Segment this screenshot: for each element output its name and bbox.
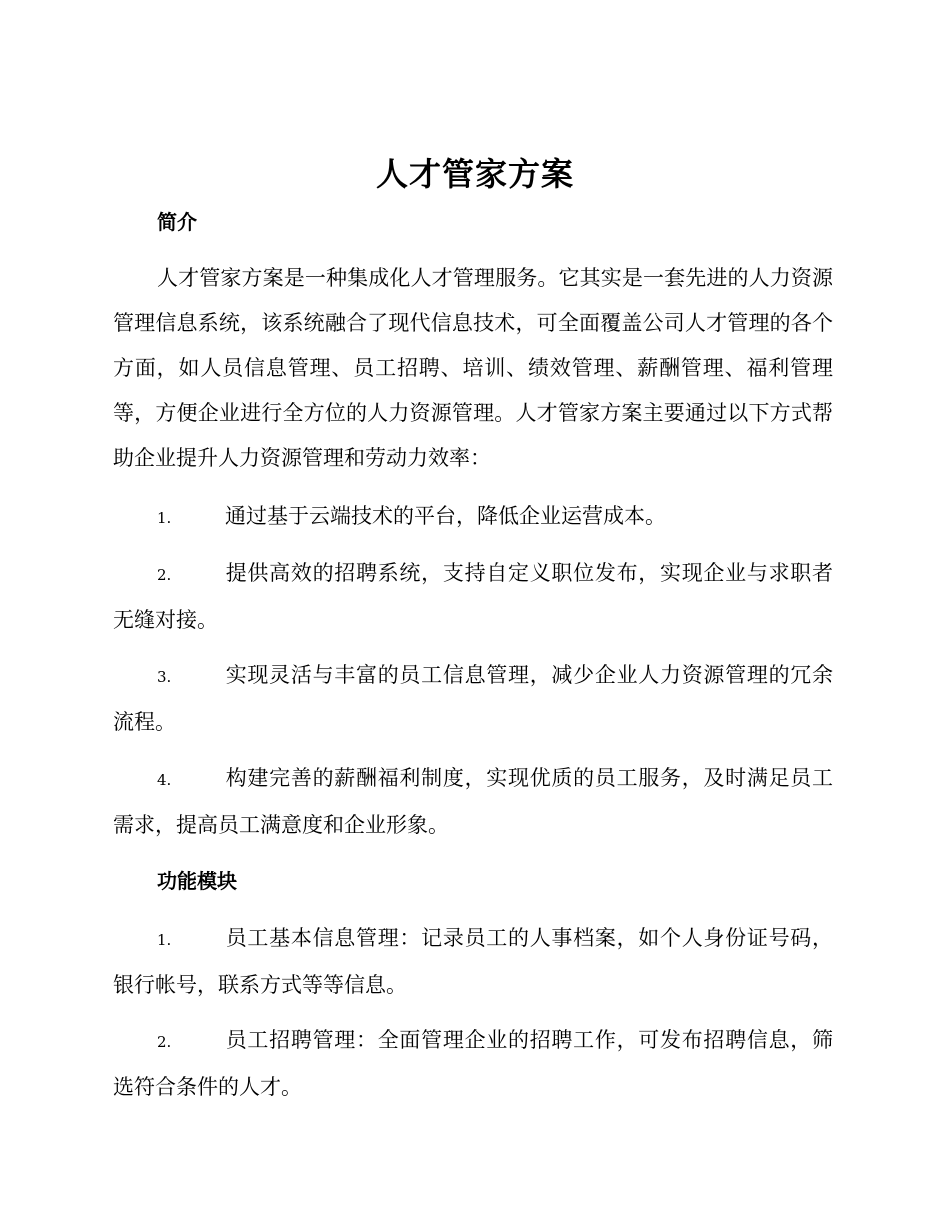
list-item-text: 通过基于云端技术的平台，降低企业运营成本。 xyxy=(225,504,666,528)
document-title: 人才管家方案 xyxy=(375,155,574,193)
list-item-text: 员工基本信息管理：记录员工的人事档案，如个人身份证号码，银行帐号，联系方式等等信息。 xyxy=(113,926,833,997)
intro-paragraph: 人才管家方案是一种集成化人才管理服务。它其实是一套先进的人力资源管理信息系统，该系统融合了现代信息技术，可全面覆盖公司人才管理的各个方面，如人员信息管理、员工招聘、培训、绩效管理、薪酬管理、福利管理等，方便企业进行全方位的人力资源管理。人才管家方案主要通过以下方式帮助企业提升人力资源管理和劳动力效率： xyxy=(113,266,833,470)
section-heading-intro: 简介 xyxy=(157,210,197,234)
list-item-number: 2. xyxy=(157,566,172,584)
list-item xyxy=(113,1018,833,1110)
list-item-text: 构建完善的薪酬福利制度，实现优质的员工服务，及时满足员工需求，提高员工满意度和企业形象。 xyxy=(113,766,833,837)
section-heading-modules: 功能模块 xyxy=(157,869,237,893)
list-item xyxy=(113,494,833,541)
list-item xyxy=(113,916,833,1008)
list-item xyxy=(113,653,833,745)
list-item-text: 提供高效的招聘系统，支持自定义职位发布，实现企业与求职者无缝对接。 xyxy=(113,561,833,632)
list-item-number: 3. xyxy=(157,668,172,686)
list-item xyxy=(113,551,833,643)
list-item-number: 1. xyxy=(157,931,172,949)
list-item-number: 2. xyxy=(157,1033,172,1051)
list-item-text: 实现灵活与丰富的员工信息管理，减少企业人力资源管理的冗余流程。 xyxy=(113,663,833,734)
list-item-number: 4. xyxy=(157,771,172,789)
list-item-number: 1. xyxy=(157,509,172,527)
list-item-text: 员工招聘管理：全面管理企业的招聘工作，可发布招聘信息，筛选符合条件的人才。 xyxy=(113,1028,833,1099)
list-item xyxy=(113,756,833,848)
